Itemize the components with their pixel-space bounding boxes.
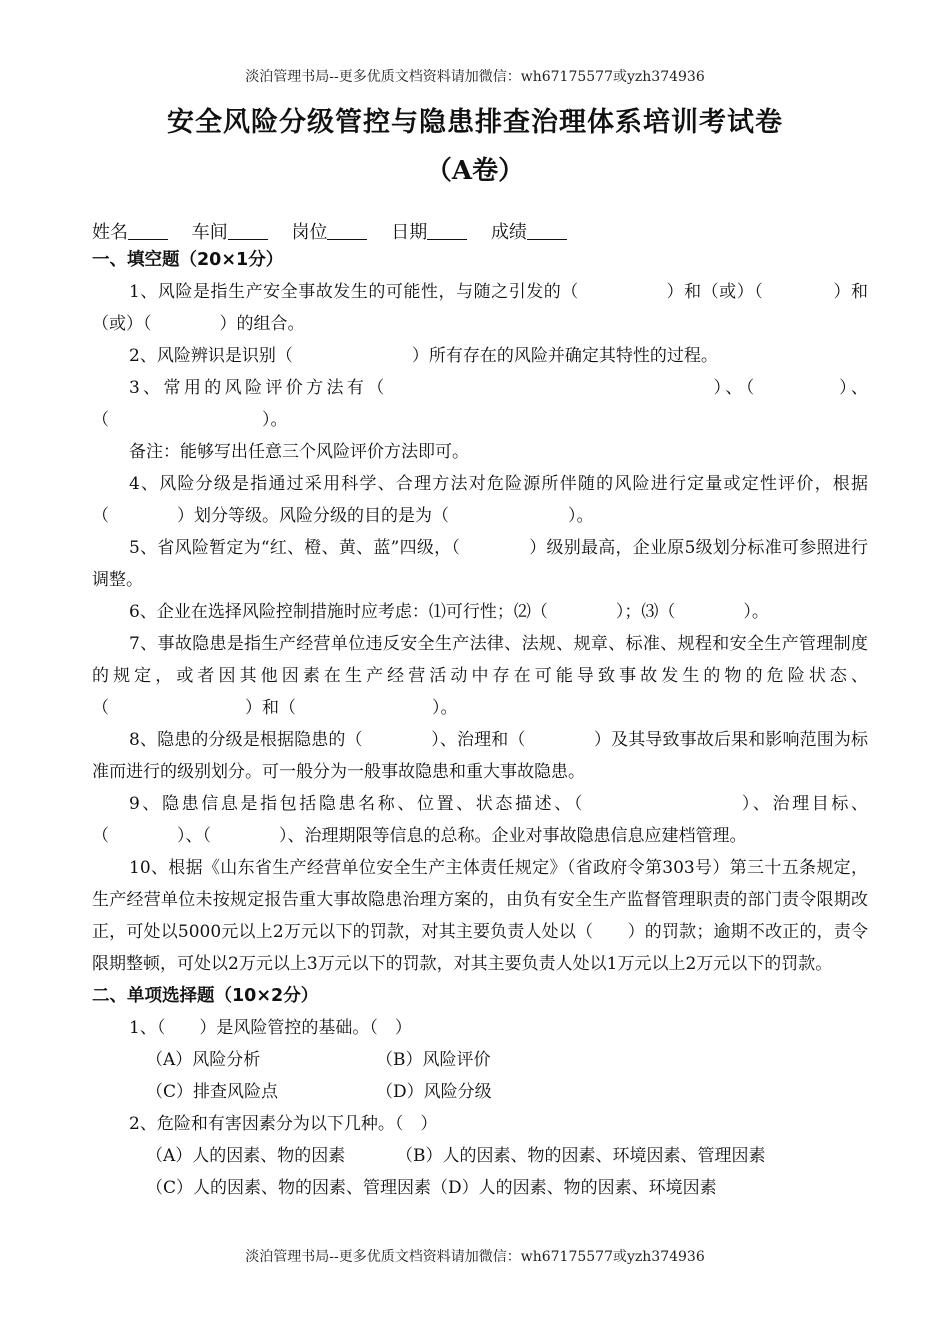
section2-heading: 二、单项选择题（10×2分） <box>92 986 319 1006</box>
question-2-1: 1、（ ）是风险管控的基础。（ ） <box>129 1018 412 1038</box>
question-2-2-options-ab <box>92 1140 868 1172</box>
student-info-line <box>92 218 585 244</box>
post-blank[interactable] <box>327 223 367 240</box>
question-1-10: 10、根据《山东省生产经营单位安全生产主体责任规定》（省政府令第303号）第三十五条规定，生产经营单位未按规定报告重大事故隐患治理方案的，由负有安全生产监督管理职责的部门责令限期改正，可处以5000元以上2万元以下的罚款，对其主要负责人处以（ ）的罚款；逾期不改正的，责令限期整顿，可处以2万元以上3万元以下的罚款，对其主要负责人处以1万元以上2万元以下的罚款。 <box>92 858 868 974</box>
option-d: （D）人的因素、物的因素、环境因素 <box>431 1178 717 1198</box>
date-blank[interactable] <box>427 223 467 240</box>
question-2-2: 2、危险和有害因素分为以下几种。（ ） <box>129 1114 438 1134</box>
option-c: （C）人的因素、物的因素、管理因素 <box>146 1178 432 1198</box>
date-label: 日期 <box>391 222 428 243</box>
option-c: （C）排查风险点 <box>146 1082 279 1102</box>
question-1-9: 9、隐患信息是指包括隐患名称、位置、状态描述、（ ）、治理目标、（ ）、（ ）、治理期限等信息的总称。企业对事故隐患信息应建档管理。 <box>92 794 868 846</box>
question-1-3: 3、常用的风险评价方法有（ ）、（ ）、（ ）。 <box>92 378 868 430</box>
option-a: （A）风险分析 <box>146 1050 261 1070</box>
page-footer: 淡泊管理书局--更多优质文档资料请加微信：wh67175577或yzh374936 <box>245 1249 705 1265</box>
exam-title: 安全风险分级管控与隐患排查治理体系培训考试卷 <box>167 107 783 138</box>
option-a: （A）人的因素、物的因素 <box>146 1146 346 1166</box>
question-1-3-note: 备注：能够写出任意三个风险评价方法即可。 <box>129 442 469 462</box>
post-label: 岗位 <box>291 222 328 243</box>
option-b: （B）人的因素、物的因素、环境因素、管理因素 <box>396 1146 766 1166</box>
score-field <box>491 222 567 243</box>
date-field <box>391 222 467 243</box>
question-2-1-options-cd <box>92 1076 868 1108</box>
page-header: 淡泊管理书局--更多优质文档资料请加微信：wh67175577或yzh374936 <box>245 69 705 85</box>
question-1-4: 4、风险分级是指通过采用科学、合理方法对危险源所伴随的风险进行定量或定性评价，根据（ ）划分等级。风险分级的目的是为（ ）。 <box>92 474 868 526</box>
question-1-8: 8、隐患的分级是根据隐患的（ ）、治理和（ ）及其导致事故后果和影响范围为标准而进行的级别划分。可一般分为一般事故隐患和重大事故隐患。 <box>92 730 868 782</box>
score-label: 成绩 <box>490 222 527 243</box>
post-field <box>291 222 367 243</box>
workshop-field <box>192 222 268 243</box>
name-field <box>92 222 168 243</box>
section1-heading: 一、填空题（20×1分） <box>92 250 284 270</box>
exam-content <box>92 244 868 1204</box>
workshop-blank[interactable] <box>228 223 268 240</box>
name-label: 姓名 <box>92 222 128 243</box>
option-d: （D）风险分级 <box>376 1082 492 1102</box>
question-1-6: 6、企业在选择风险控制措施时应考虑：⑴可行性；⑵（ ）；⑶（ ）。 <box>129 602 769 622</box>
workshop-label: 车间 <box>191 222 228 243</box>
question-1-7: 7、事故隐患是指生产经营单位违反安全生产法律、法规、规章、标准、规程和安全生产管理制度的规定，或者因其他因素在生产经营活动中存在可能导致事故发生的物的危险状态、（ ）和（ ）。 <box>92 634 868 718</box>
question-1-5: 5、省风险暂定为“红、橙、黄、蓝”四级，（ ）级别最高，企业原5级划分标准可参照进行调整。 <box>92 538 868 590</box>
question-2-2-options-cd <box>92 1172 868 1204</box>
option-b: （B）风险评价 <box>376 1050 491 1070</box>
score-blank[interactable] <box>527 223 567 240</box>
name-blank[interactable] <box>128 223 168 240</box>
question-1-1: 1、风险是指生产安全事故发生的可能性，与随之引发的（ ）和（或）（ ）和（或）（ ）的组合。 <box>92 282 868 334</box>
question-2-1-options-ab <box>92 1044 868 1076</box>
question-1-2: 2、风险辨识是识别（ ）所有存在的风险并确定其特性的过程。 <box>129 346 718 366</box>
exam-subtitle: （A卷） <box>425 156 525 186</box>
